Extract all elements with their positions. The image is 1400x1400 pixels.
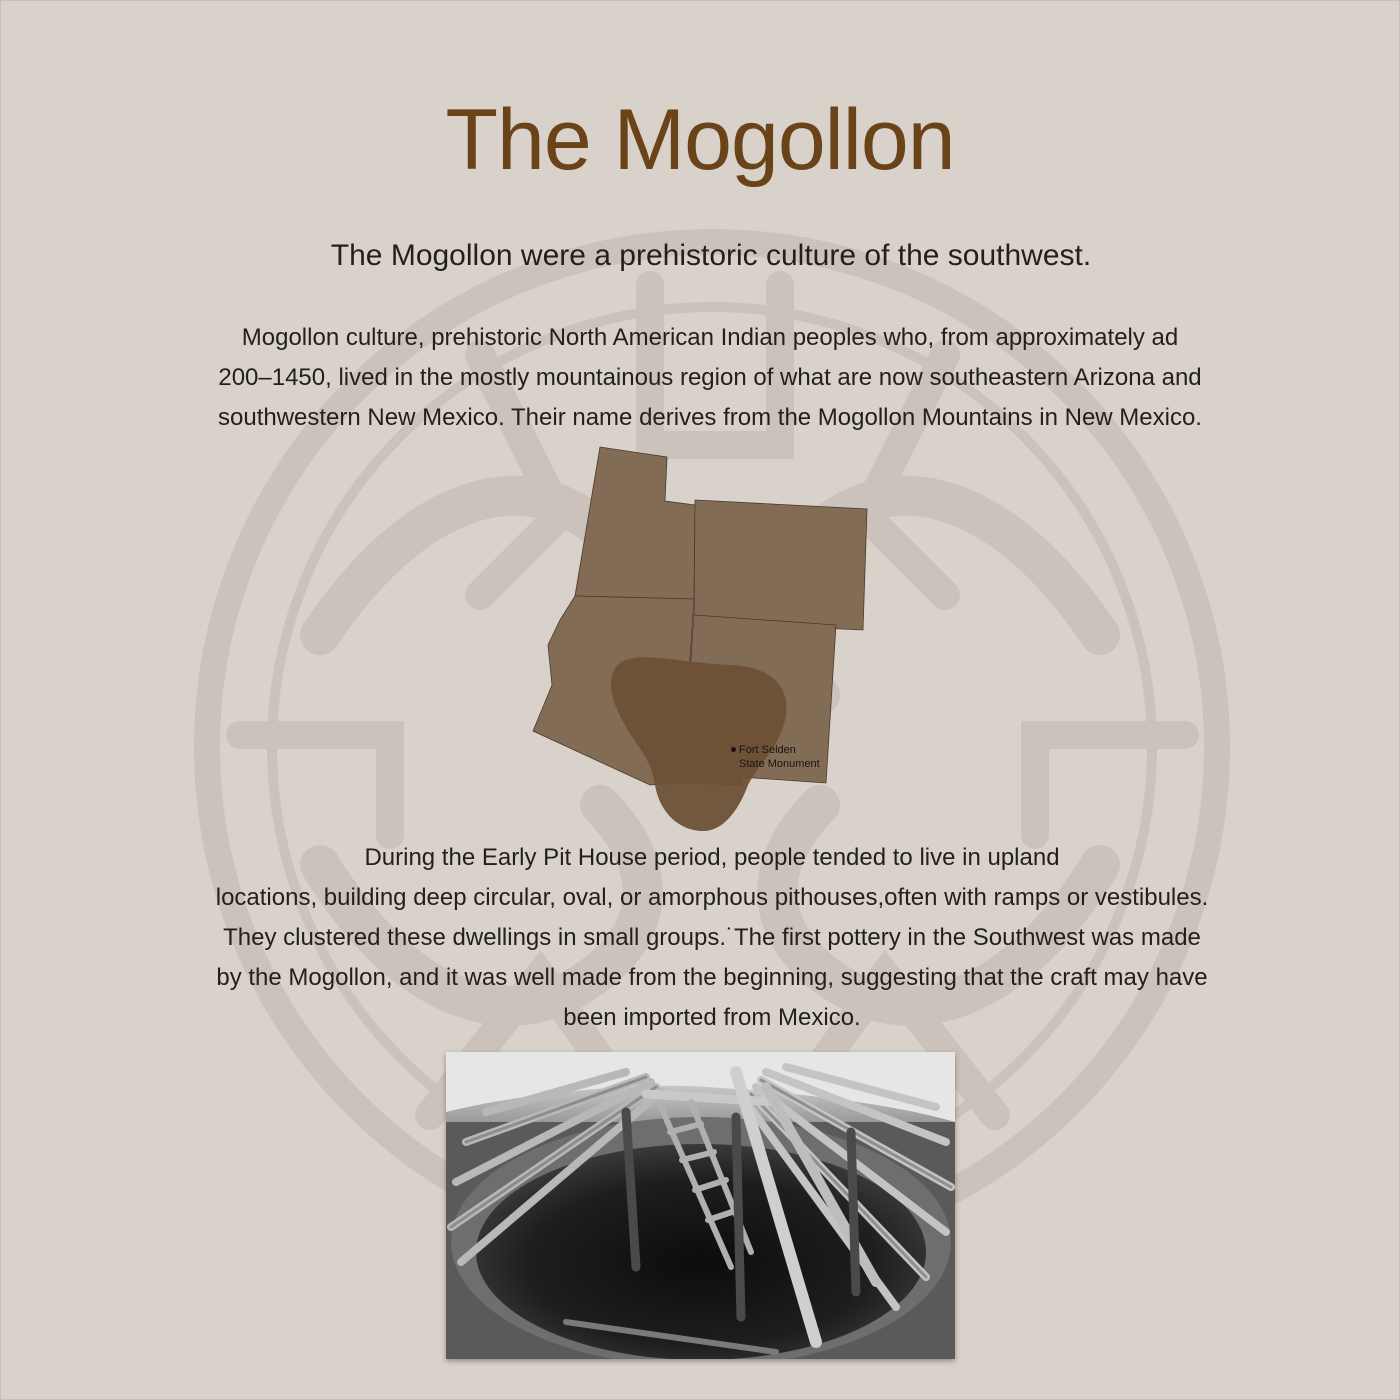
intro-line: southwestern New Mexico. Their name derives from the Mogollon Mountains in New Mexico. [218,404,1202,431]
page-subtitle: The Mogollon were a prehistoric culture of the southwest. [330,239,1092,272]
map-graphic [530,445,870,835]
map-state-utah [575,447,695,599]
body-line: They clustered these dwellings in small groups.˙The first pottery in the Southwest was made [223,924,1201,951]
body-line: locations, building deep circular, oval, or amorphous pithouses,often with ramps or vestibules. [215,884,1209,911]
body-paragraph [100,838,1324,1038]
intro-line: Mogollon culture, prehistoric North American Indian peoples who, from approximately ad [241,324,1179,351]
intro-line: 200–1450, lived in the mostly mountainous region of what are now southeastern Arizona and [218,364,1202,391]
body-line: During the Early Pit House period, people tended to live in upland [364,844,1060,871]
pit-house-photo [446,1052,955,1359]
pit-house-illustration [446,1052,955,1359]
body-line: by the Mogollon, and it was well made from the beginning, suggesting that the craft may have [216,964,1208,991]
intro-paragraph [130,318,1290,438]
fort-selden-label: Fort Selden State Monument [739,744,820,770]
body-line: been imported from Mexico. [563,1004,861,1031]
four-corners-map [530,445,870,835]
fort-selden-marker [731,747,736,752]
map-state-colorado [694,500,867,630]
page-title: The Mogollon [445,92,955,188]
